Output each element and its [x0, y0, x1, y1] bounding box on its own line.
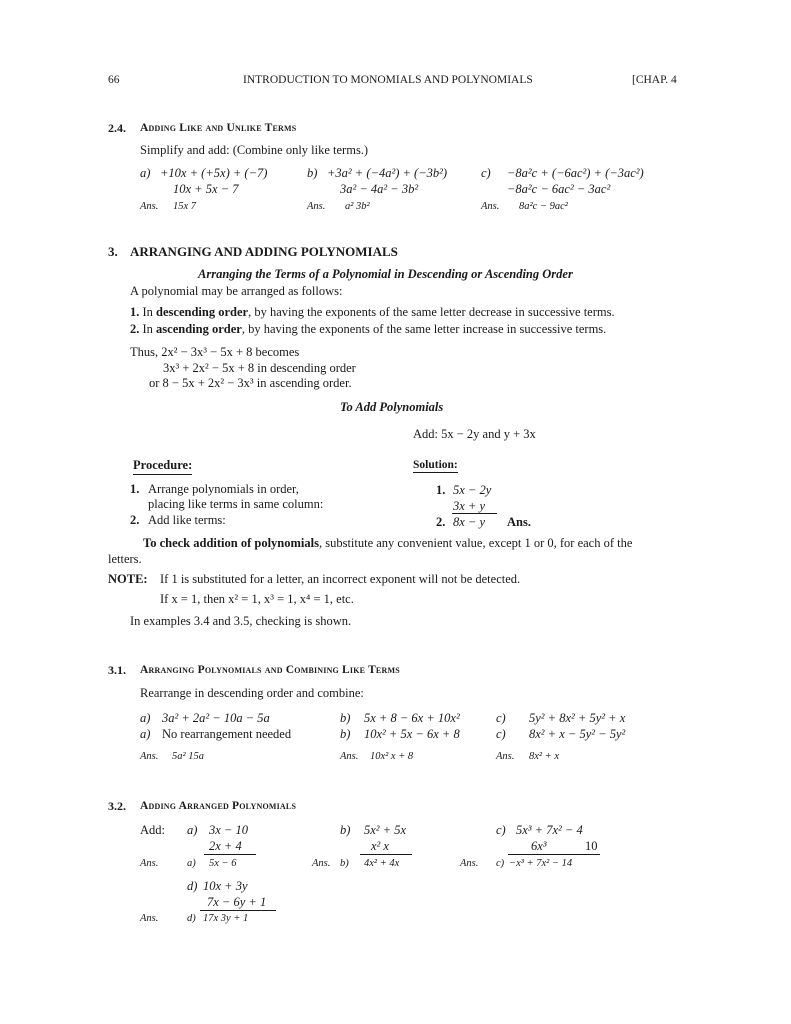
part-b-answer: 10x² x + 8	[370, 751, 414, 762]
solution-step-2-result: 8x − y	[453, 515, 486, 529]
part-c-line2: 6x³	[531, 839, 547, 853]
order-item-1-term: descending order	[156, 305, 249, 319]
part-d-label: d)	[187, 913, 196, 924]
section-3-1-instruction: Rearrange in descending order and combine:	[140, 686, 364, 700]
answer-label: Ans.	[140, 913, 159, 924]
answer-label: Ans.	[340, 751, 359, 762]
part-c-line2-constant: 10	[585, 839, 598, 853]
section-3-title: ARRANGING AND ADDING POLYNOMIALS	[130, 244, 398, 259]
part-c-line1: 5y² + 8x² + 5y² + x	[529, 711, 626, 725]
answer-label: Ans.	[307, 201, 326, 212]
running-title: INTRODUCTION TO MONOMIALS AND POLYNOMIALS	[243, 74, 533, 86]
part-a-answer: 15x 7	[173, 201, 197, 212]
part-c-answer: 8x² + x	[529, 751, 560, 762]
solution-heading: Solution:	[413, 459, 458, 471]
order-item-1-number: 1.	[130, 305, 140, 319]
thus-line-1: Thus, 2x² − 3x³ − 5x + 8 becomes	[130, 345, 300, 359]
part-c-label: c)	[496, 858, 505, 869]
answer-label: Ans.	[140, 751, 159, 762]
part-a-label: a)	[187, 858, 196, 869]
solution-step-2-number: 2.	[436, 515, 446, 529]
answer-label: Ans.	[140, 201, 159, 212]
solution-sum-rule	[452, 513, 497, 514]
thus-line-3: or 8 − 5x + 2x² − 3x³ in ascending order.	[149, 376, 352, 390]
answer-label: Ans.	[496, 751, 515, 762]
part-a-answer: 5x − 6	[209, 858, 237, 869]
part-a-label: a)	[140, 711, 151, 725]
part-b-line1: 5x² + 5x	[364, 823, 407, 837]
page-number: 66	[108, 74, 120, 86]
part-a-line1: 3a² + 2a² − 10a − 5a	[162, 711, 270, 725]
part-a-label: a)	[140, 727, 151, 741]
solution-step-1-line1: 5x − 2y	[453, 483, 492, 497]
part-b-label: b)	[340, 823, 351, 837]
part-a-answer: 5a² 15a	[172, 751, 205, 762]
part-b-line1: +3a² + (−4a²) + (−3b²)	[327, 166, 448, 180]
procedure-step-1-number: 1.	[130, 482, 140, 496]
part-c-answer: −x³ + 7x² − 14	[509, 858, 573, 869]
chapter-label: [CHAP. 4	[632, 74, 677, 86]
procedure-step-2-number: 2.	[130, 513, 140, 527]
solution-answer-label: Ans.	[507, 515, 531, 529]
order-item-2-pre: In	[142, 322, 157, 336]
add-label: Add:	[140, 823, 165, 837]
answer-label: Ans.	[460, 858, 479, 869]
part-a-line2: No rearrangement needed	[162, 727, 292, 741]
part-b-label: b)	[340, 711, 351, 725]
procedure-heading: Procedure:	[133, 458, 192, 475]
procedure-step-1-line2: placing like terms in same column:	[148, 497, 324, 511]
order-item-2-term: ascending order	[156, 322, 242, 336]
check-text: , substitute any convenient value, except 1 or 0, for each of the	[318, 536, 633, 550]
part-b-answer: 4x² + 4x	[364, 858, 400, 869]
part-a-line2: 10x + 5x − 7	[173, 182, 239, 196]
part-b-line1: 5x + 8 − 6x + 10x²	[364, 711, 460, 725]
section-3-1-title: Arranging Polynomials and Combining Like Terms	[140, 664, 400, 676]
part-d-sum-rule	[200, 910, 276, 911]
note-line-2: If x = 1, then x² = 1, x³ = 1, x⁴ = 1, etc.	[160, 592, 354, 606]
solution-step-1-number: 1.	[436, 483, 446, 497]
order-item-2-number: 2.	[130, 322, 140, 336]
part-c-label: c)	[481, 166, 491, 180]
part-d-label: d)	[187, 879, 198, 893]
examples-note: In examples 3.4 and 3.5, checking is shown.	[130, 614, 352, 628]
part-a-line1: 3x − 10	[209, 823, 248, 837]
section-3-intro: A polynomial may be arranged as follows:	[130, 284, 343, 298]
order-item-1	[130, 305, 615, 320]
part-c-line1: −8a²c + (−6ac²) + (−3ac²)	[507, 166, 644, 180]
thus-line-2: 3x³ + 2x² − 5x + 8 in descending order	[163, 361, 356, 375]
answer-label: Ans.	[481, 201, 500, 212]
order-item-2-text: , by having the exponents of the same letter increase in successive terms.	[241, 322, 607, 336]
part-c-label: c)	[496, 727, 506, 741]
part-a-sum-rule	[204, 854, 256, 855]
note-line-1: If 1 is substituted for a letter, an incorrect exponent will not be detected.	[160, 572, 521, 586]
part-d-line1: 10x + 3y	[203, 879, 248, 893]
part-d-line2: 7x − 6y + 1	[207, 895, 267, 909]
part-b-label: b)	[340, 727, 351, 741]
part-b-sum-rule	[360, 854, 412, 855]
part-c-sum-rule	[508, 854, 600, 855]
answer-label: Ans.	[312, 858, 331, 869]
solution-step-1-line2: 3x + y	[453, 499, 486, 513]
part-a-line1: +10x + (+5x) + (−7)	[160, 166, 268, 180]
part-c-label: c)	[496, 711, 506, 725]
part-a-line2: 2x + 4	[209, 839, 242, 853]
part-a-label: a)	[187, 823, 198, 837]
part-c-answer: 8a²c − 9ac²	[519, 201, 568, 212]
part-b-line2: 3a² − 4a² − 3b²	[340, 182, 419, 196]
note-label: NOTE:	[108, 572, 148, 586]
part-b-line2: 10x² + 5x − 6x + 8	[364, 727, 460, 741]
check-paragraph-cont: letters.	[108, 552, 142, 566]
answer-label: Ans.	[140, 858, 159, 869]
procedure-step-1-line1: Arrange polynomials in order,	[148, 482, 299, 496]
part-c-line1: 5x³ + 7x² − 4	[516, 823, 583, 837]
part-b-label: b)	[340, 858, 349, 869]
part-c-label: c)	[496, 823, 506, 837]
section-2-4-title: Adding Like and Unlike Terms	[140, 122, 297, 134]
check-paragraph	[143, 536, 632, 551]
section-3-1-number: 3.1.	[108, 663, 126, 677]
section-3-2-title: Adding Arranged Polynomials	[140, 800, 297, 812]
order-item-1-text: , by having the exponents of the same letter decrease in successive terms.	[248, 305, 615, 319]
part-d-answer: 17x 3y + 1	[203, 913, 249, 924]
order-item-2	[130, 322, 606, 337]
add-problem-line: Add: 5x − 2y and y + 3x	[413, 427, 536, 441]
section-2-4-number: 2.4.	[108, 121, 126, 135]
add-polynomials-title: To Add Polynomials	[340, 400, 444, 414]
section-3-subtitle: Arranging the Terms of a Polynomial in Descending or Ascending Order	[198, 267, 573, 281]
part-a-label: a)	[140, 166, 151, 180]
check-term: To check addition of polynomials	[143, 536, 319, 550]
part-c-line2: 8x² + x − 5y² − 5y²	[529, 727, 626, 741]
section-3-2-number: 3.2.	[108, 799, 126, 813]
section-2-4-instruction: Simplify and add: (Combine only like terms.)	[140, 143, 369, 157]
order-item-1-pre: In	[142, 305, 157, 319]
procedure-step-2-text: Add like terms:	[148, 513, 226, 527]
part-b-label: b)	[307, 166, 318, 180]
part-b-answer: a² 3b²	[345, 201, 370, 212]
part-c-line2: −8a²c − 6ac² − 3ac²	[507, 182, 611, 196]
section-3-number: 3.	[108, 244, 118, 259]
part-b-line2: x² x	[371, 839, 389, 853]
